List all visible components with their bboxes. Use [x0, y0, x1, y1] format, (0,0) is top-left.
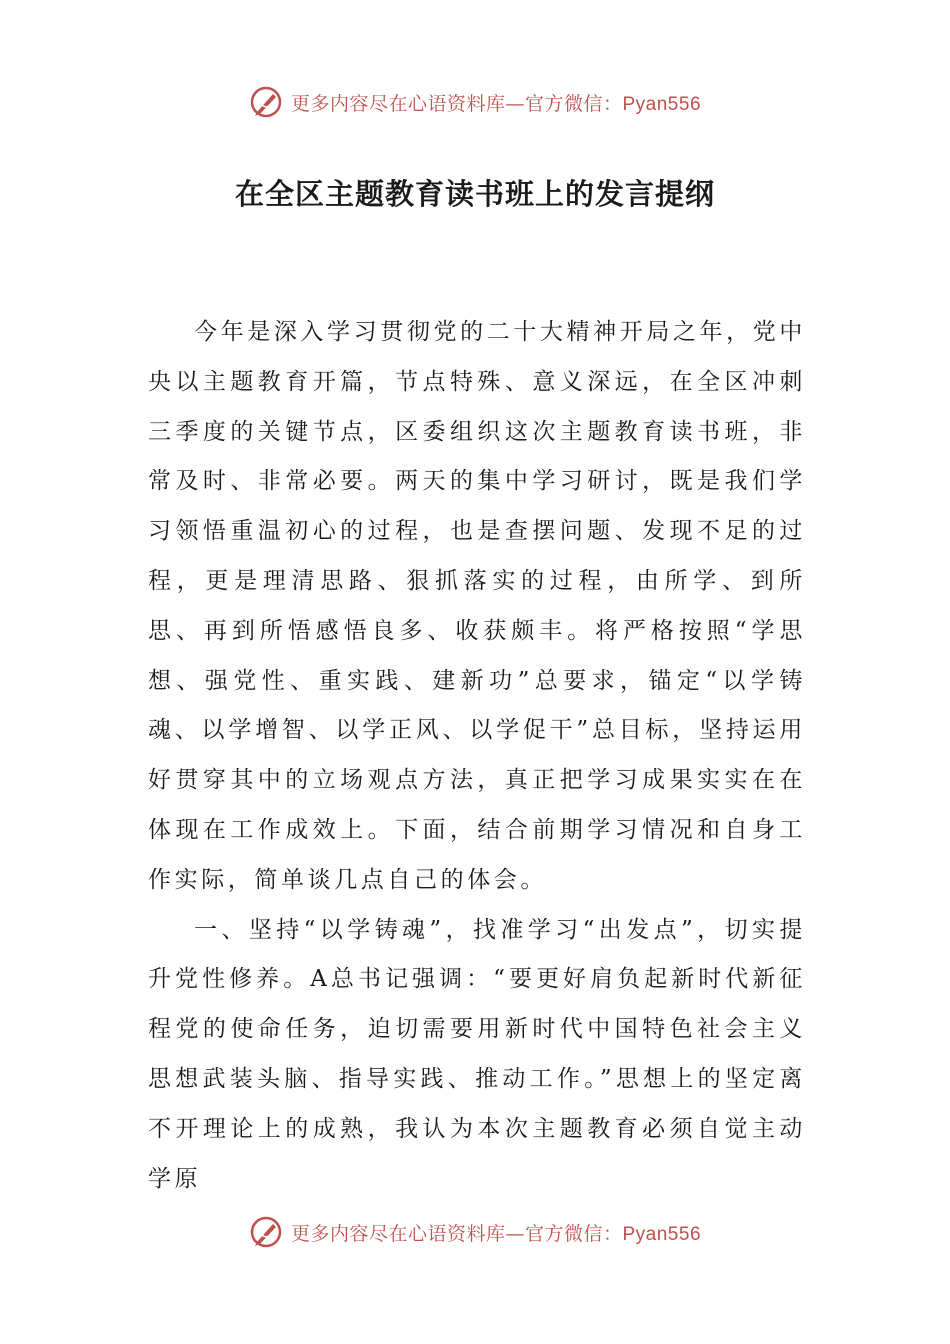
- paragraph-intro: 今年是深入学习贯彻党的二十大精神开局之年，党中央以主题教育开篇，节点特殊、意义深远，在全区冲刺三季度的关键节点，区委组织这次主题教育读书班，非常及时、非常必要。两天的集中学习研讨，既是我们学习领悟重温初心的过程，也是查摆问题、发现不足的过程，更是理清思路、狠抓落实的过程，由所学、到所思、再到所悟感悟良多、收获颇丰。将严格按照“学思想、强党性、重实践、建新功”总要求，锚定“以学铸魂、以学增智、以学正风、以学促干”总目标，坚持运用好贯穿其中的立场观点方法，真正把学习成果实实在在体现在工作成效上。下面，结合前期学习情况和自身工作实际，简单谈几点自己的体会。: [148, 319, 806, 893]
- watermark-wechat-id: Pyan556: [622, 1223, 702, 1245]
- watermark-wechat-id: Pyan556: [622, 93, 702, 115]
- watermark-text: 更多内容尽在心语资料库—官方微信：Pyan556: [290, 1222, 702, 1245]
- watermark-text: 更多内容尽在心语资料库—官方微信：Pyan556: [290, 92, 702, 115]
- document-body: [148, 308, 806, 1204]
- paragraph-section-one: 一、坚持“以学铸魂”，找准学习“出发点”，切实提升党性修养。A总书记强调：“要更好肩负起新时代新征程党的使命任务，迫切需要用新时代中国特色社会主义思想武装头脑、指导实践、推动工作。”思想上的坚定离不开理论上的成熟，我认为本次主题教育必须自觉主动学原: [148, 916, 806, 1192]
- document-title: 在全区主题教育读书班上的发言提纲: [234, 177, 715, 211]
- pen-logo-icon: [249, 1215, 283, 1249]
- pen-logo-icon: [249, 85, 283, 119]
- watermark-footer: [0, 1212, 950, 1252]
- watermark-header: [0, 82, 950, 122]
